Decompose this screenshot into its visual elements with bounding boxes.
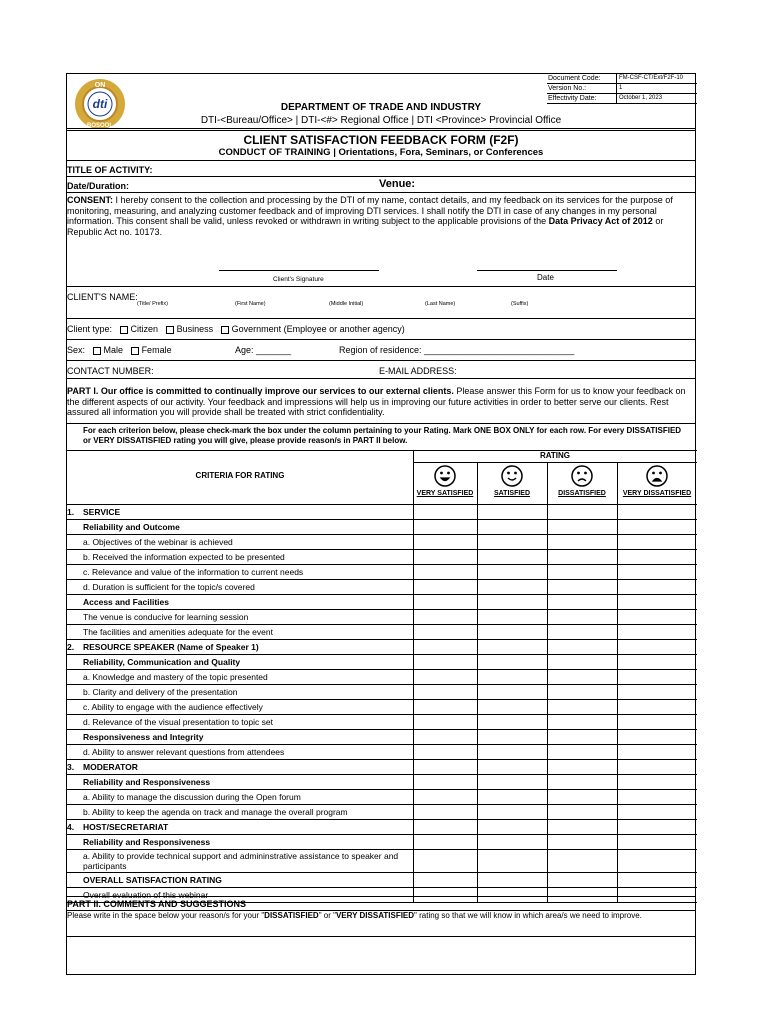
rating-cell[interactable]	[617, 873, 697, 888]
consent-text	[67, 195, 695, 237]
rating-cell[interactable]	[617, 565, 697, 580]
table-row	[67, 564, 697, 580]
criterion-label: a. Ability to provide technical support and admininstrative assistance to speaker and participants	[83, 851, 399, 871]
criterion-label: Reliability and Responsiveness	[83, 777, 211, 787]
rating-cell[interactable]	[547, 550, 617, 565]
rating-cell[interactable]	[413, 640, 477, 655]
table-row	[67, 639, 697, 655]
rating-cell[interactable]	[547, 595, 617, 610]
consent-tail: or Republic Act no. 10173.	[67, 216, 664, 237]
logo-center-text: dti	[92, 97, 108, 111]
row-number: 3.	[67, 762, 75, 772]
checkbox-male[interactable]	[93, 347, 101, 355]
rating-cell[interactable]	[617, 625, 697, 640]
very-dissatisfied-face-icon	[646, 465, 668, 487]
rating-cell[interactable]	[413, 775, 477, 790]
sex-female: Female	[141, 345, 172, 355]
rating-cell[interactable]	[617, 835, 697, 850]
rating-cell[interactable]	[413, 700, 477, 715]
rating-table	[67, 450, 697, 900]
rating-cell[interactable]	[413, 505, 477, 520]
name-part-middle: (Middle Initial)	[329, 301, 364, 307]
criterion-label: d. Ability to answer relevant questions from attendees	[83, 747, 285, 757]
satisfied-face-icon	[501, 465, 523, 487]
criterion-label: The facilities and amenities adequate for the event	[83, 627, 273, 637]
type-business: Business	[176, 324, 214, 334]
rating-cell[interactable]	[477, 775, 547, 790]
name-part-last: (Last Name)	[425, 301, 456, 307]
rating-cell[interactable]	[617, 715, 697, 730]
date-duration-label: Date/Duration:	[67, 181, 130, 191]
criterion-label: a. Ability to manage the discussion during the Open forum	[83, 792, 301, 802]
document-info-box	[547, 74, 697, 104]
table-row	[67, 714, 697, 730]
rating-cell[interactable]	[547, 805, 617, 820]
table-row	[67, 504, 697, 520]
criterion-label: b. Clarity and delivery of the presentation	[83, 687, 238, 697]
doc-code-value: FM-CSF-CT/Ext/F2F-10	[619, 75, 683, 81]
criterion-label: MODERATOR	[83, 762, 138, 772]
rating-cell[interactable]	[617, 580, 697, 595]
table-row	[67, 669, 697, 685]
rating-cell[interactable]	[477, 535, 547, 550]
rating-cell[interactable]	[477, 820, 547, 835]
rating-cell[interactable]	[413, 820, 477, 835]
rating-cell[interactable]	[617, 505, 697, 520]
rating-cell[interactable]	[547, 505, 617, 520]
rating-cell[interactable]	[413, 760, 477, 775]
rating-cell[interactable]	[413, 535, 477, 550]
version-value: 1	[619, 85, 623, 91]
criterion-label: Reliability, Communication and Quality	[83, 657, 241, 667]
table-row	[67, 654, 697, 670]
table-row	[67, 624, 697, 640]
rating-cell[interactable]	[477, 640, 547, 655]
rating-cell[interactable]	[477, 760, 547, 775]
rating-cell[interactable]	[477, 580, 547, 595]
criterion-label: Access and Facilities	[83, 597, 169, 607]
version-label: Version No.:	[547, 84, 617, 93]
rating-cell[interactable]	[413, 520, 477, 535]
effectivity-label: Effectivity Date:	[547, 94, 617, 103]
rating-cell[interactable]	[477, 873, 547, 888]
criterion-label: Overall evaluation of this webinar	[83, 890, 209, 900]
consent-body: I hereby consent to the collection and processing by the DTI of my name, contact details, and my feedback on its services for the purpose of monitoring, measuring, and analyzing customer feedback and of improving DTI services. I shall notify the DTI in case of any changes in my personal information. This consent shall be valid, unless revoked or withdrawn in writing subject to the applicable provisions of the	[67, 195, 673, 226]
rating-cell[interactable]	[413, 790, 477, 805]
rating-cell[interactable]	[617, 595, 697, 610]
rating-cell[interactable]	[617, 700, 697, 715]
part2-instruction	[67, 911, 695, 921]
table-row	[67, 804, 697, 820]
table-row	[67, 549, 697, 565]
criterion-label: a. Knowledge and mastery of the topic presented	[83, 672, 268, 682]
criterion-label: Responsiveness and Integrity	[83, 732, 204, 742]
table-row	[67, 684, 697, 700]
rating-cell[interactable]	[477, 715, 547, 730]
row-number: 2.	[67, 642, 75, 652]
rating-cell[interactable]	[477, 685, 547, 700]
title-of-activity-label: TITLE OF ACTIVITY:	[67, 165, 153, 175]
rating-cell[interactable]	[547, 760, 617, 775]
rating-cell[interactable]	[477, 835, 547, 850]
rating-cell[interactable]	[547, 580, 617, 595]
rating-label: VERY SATISFIED	[416, 490, 474, 497]
sex-row	[67, 345, 172, 356]
checkbox-citizen[interactable]	[120, 326, 128, 334]
criterion-label: OVERALL SATISFACTION RATING	[83, 875, 222, 885]
rating-cell[interactable]	[413, 835, 477, 850]
rating-cell[interactable]	[547, 775, 617, 790]
rating-label: DISSATISFIED	[558, 490, 606, 497]
signature-label: Client's Signature	[273, 276, 324, 283]
part2-mid: " or "	[318, 911, 336, 920]
rating-cell[interactable]	[617, 730, 697, 745]
checkbox-female[interactable]	[131, 347, 139, 355]
rating-cell[interactable]	[477, 520, 547, 535]
criterion-label: a. Objectives of the webinar is achieved	[83, 537, 233, 547]
rating-cell[interactable]	[547, 715, 617, 730]
rating-cell[interactable]	[547, 790, 617, 805]
rating-cell[interactable]	[617, 790, 697, 805]
consent-law: Data Privacy Act of 2012	[548, 216, 653, 226]
rating-cell[interactable]	[413, 685, 477, 700]
very-satisfied-face-icon	[434, 465, 456, 487]
rating-cell[interactable]	[547, 535, 617, 550]
rating-cell[interactable]	[413, 565, 477, 580]
rating-cell[interactable]	[547, 820, 617, 835]
office-line: DTI-<Bureau/Office> | DTI-<#> Regional Office | DTI <Province> Provincial Office	[200, 115, 562, 126]
form-subtitle: CONDUCT OF TRAINING | Orientations, Fora, Seminars, or Conferences	[218, 147, 544, 158]
rating-cell[interactable]	[547, 640, 617, 655]
rating-cell[interactable]	[617, 610, 697, 625]
rating-cell[interactable]	[413, 625, 477, 640]
rating-cell[interactable]	[477, 595, 547, 610]
rating-cell[interactable]	[547, 700, 617, 715]
rating-cell[interactable]	[477, 505, 547, 520]
rating-cell[interactable]	[477, 790, 547, 805]
consent-label: CONSENT:	[67, 195, 114, 205]
agency-name: DEPARTMENT OF TRADE AND INDUSTRY	[280, 102, 482, 113]
logo-top-text: ON	[94, 82, 106, 89]
rating-cell[interactable]	[547, 625, 617, 640]
rating-cell[interactable]	[617, 775, 697, 790]
rating-cell[interactable]	[477, 550, 547, 565]
rating-cell[interactable]	[413, 595, 477, 610]
rating-cell[interactable]	[413, 670, 477, 685]
table-row	[67, 789, 697, 805]
rating-cell[interactable]	[547, 850, 617, 873]
rating-cell[interactable]	[617, 670, 697, 685]
rating-cell[interactable]	[413, 715, 477, 730]
venue-label: Venue:	[379, 178, 416, 190]
rating-cell[interactable]	[547, 745, 617, 760]
sex-label: Sex:	[67, 345, 86, 355]
rating-cell[interactable]	[413, 580, 477, 595]
table-row	[67, 579, 697, 595]
rating-cell[interactable]	[477, 850, 547, 873]
rating-cell[interactable]	[547, 520, 617, 535]
checkbox-business[interactable]	[166, 326, 174, 334]
criterion-label: Reliability and Outcome	[83, 522, 180, 532]
rating-cell[interactable]	[477, 745, 547, 760]
rating-cell[interactable]	[547, 835, 617, 850]
name-part-prefix: (Title/ Prefix)	[137, 301, 168, 307]
table-row	[67, 834, 697, 850]
client-name-label: CLIENT'S NAME:	[67, 292, 138, 302]
criterion-label: HOST/SECRETARIAT	[83, 822, 169, 832]
age-field[interactable]: Age: _______	[235, 345, 292, 355]
name-part-suffix: (Suffix)	[511, 301, 529, 307]
form-title: CLIENT SATISFACTION FEEDBACK FORM (F2F)	[243, 133, 519, 147]
dissatisfied-face-icon	[571, 465, 593, 487]
row-number: 1.	[67, 507, 75, 517]
rating-instruction: For each criterion below, please check-mark the box under the column pertaining to your Rating. Mark ONE BOX ONLY for each row. For every DISSATISFIED or VERY DISSATISFIED rating you will give, please provide reason/s in PART II below.	[83, 426, 682, 445]
rating-cell[interactable]	[617, 655, 697, 670]
rating-cell[interactable]	[413, 850, 477, 873]
criterion-label: Reliability and Responsiveness	[83, 837, 211, 847]
part1-intro	[67, 386, 695, 418]
table-row	[67, 699, 697, 715]
rating-label: SATISFIED	[493, 490, 531, 497]
rating-cell[interactable]	[413, 655, 477, 670]
criterion-label: RESOURCE SPEAKER (Name of Speaker 1)	[83, 642, 259, 652]
part1-text: Please answer this Form for us to know your feedback on the different aspects of our activity. Your feedback and impressions will help us in improving our future activities in order to better serve our clients. Rest assured all information you will provide shall be treated with strict confidentiality.	[67, 386, 686, 417]
name-part-first: (First Name)	[235, 301, 266, 307]
rating-cell[interactable]	[617, 520, 697, 535]
part2-dissatisfied: DISSATISFIED	[264, 911, 319, 920]
part2-pre: Please write in the space below your reason/s for your "	[67, 911, 265, 920]
rating-cell[interactable]	[413, 805, 477, 820]
effectivity-value: October 1, 2023	[619, 95, 663, 101]
rating-cell[interactable]	[547, 730, 617, 745]
rating-cell[interactable]	[617, 850, 697, 873]
rating-cell[interactable]	[547, 670, 617, 685]
table-row	[67, 774, 697, 790]
table-row	[67, 819, 697, 835]
table-row	[67, 759, 697, 775]
contact-label: CONTACT NUMBER:	[67, 366, 154, 376]
rating-cell[interactable]	[413, 550, 477, 565]
rating-cell[interactable]	[617, 820, 697, 835]
comments-area[interactable]	[67, 937, 695, 974]
criterion-label: SERVICE	[83, 507, 121, 517]
table-row	[67, 872, 697, 888]
table-row	[67, 519, 697, 535]
criterion-label: b. Received the information expected to be presented	[83, 552, 285, 562]
rating-cell[interactable]	[477, 805, 547, 820]
date-line[interactable]	[477, 270, 617, 271]
table-row	[67, 744, 697, 760]
part2-title: PART II. COMMENTS AND SUGGESTIONS	[67, 899, 247, 909]
rating-cell[interactable]	[617, 745, 697, 760]
client-type-label: Client type:	[67, 324, 113, 334]
rating-cell[interactable]	[477, 655, 547, 670]
type-government: Government (Employee or another agency)	[231, 324, 405, 334]
rating-cell[interactable]	[477, 730, 547, 745]
rating-cell[interactable]	[547, 685, 617, 700]
rating-cell[interactable]	[477, 700, 547, 715]
doc-code-label: Document Code:	[547, 74, 617, 83]
rating-cell[interactable]	[413, 873, 477, 888]
rating-cell[interactable]	[617, 685, 697, 700]
rating-cell[interactable]	[413, 730, 477, 745]
rating-cell[interactable]	[413, 745, 477, 760]
type-citizen: Citizen	[130, 324, 159, 334]
rating-cell[interactable]	[617, 550, 697, 565]
rating-cell[interactable]	[413, 610, 477, 625]
rating-cell[interactable]	[477, 610, 547, 625]
rating-cell[interactable]	[547, 565, 617, 580]
rating-cell[interactable]	[547, 873, 617, 888]
checkbox-government[interactable]	[221, 326, 229, 334]
table-row	[67, 729, 697, 745]
rating-label: VERY DISSATISFIED	[622, 490, 692, 497]
row-number: 4.	[67, 822, 75, 832]
email-label: E-MAIL ADDRESS:	[379, 366, 457, 376]
part2-very-dissatisfied: VERY DISSATISFIED	[335, 911, 415, 920]
rating-cell[interactable]	[477, 625, 547, 640]
rating-cell[interactable]	[617, 640, 697, 655]
criterion-label: The venue is conducive for learning session	[83, 612, 249, 622]
criteria-header: CRITERIA FOR RATING	[195, 471, 285, 480]
criterion-label: b. Ability to keep the agenda on track and manage the overall program	[83, 807, 348, 817]
criterion-label: c. Relevance and value of the information to current needs	[83, 567, 304, 577]
criterion-label: c. Ability to engage with the audience effectively	[83, 702, 263, 712]
feedback-form	[66, 73, 696, 975]
table-row	[67, 534, 697, 550]
part2-post: " rating so that we will know in which area/s we need to improve.	[414, 911, 642, 920]
rating-cell[interactable]	[477, 565, 547, 580]
rating-cell[interactable]	[617, 805, 697, 820]
rating-cell[interactable]	[477, 670, 547, 685]
rating-cell[interactable]	[617, 535, 697, 550]
date-label: Date	[537, 273, 554, 282]
client-type-row	[67, 324, 405, 335]
table-row	[67, 594, 697, 610]
table-row	[67, 849, 697, 873]
criterion-label: d. Duration is sufficient for the topic/s covered	[83, 582, 255, 592]
region-field[interactable]: Region of residence: ______________________________	[339, 345, 575, 355]
logo-bottom-text: BOSOOL	[86, 123, 114, 129]
rating-cell[interactable]	[547, 655, 617, 670]
table-row	[67, 609, 697, 625]
rating-header: RATING	[539, 451, 571, 460]
rating-cell[interactable]	[547, 610, 617, 625]
rating-cell[interactable]	[617, 760, 697, 775]
signature-line[interactable]	[219, 270, 379, 271]
part1-bold: PART I. Our office is committed to continually improve our services to our external clients.	[67, 386, 454, 396]
sex-male: Male	[103, 345, 124, 355]
criterion-label: d. Relevance of the visual presentation to topic set	[83, 717, 273, 727]
